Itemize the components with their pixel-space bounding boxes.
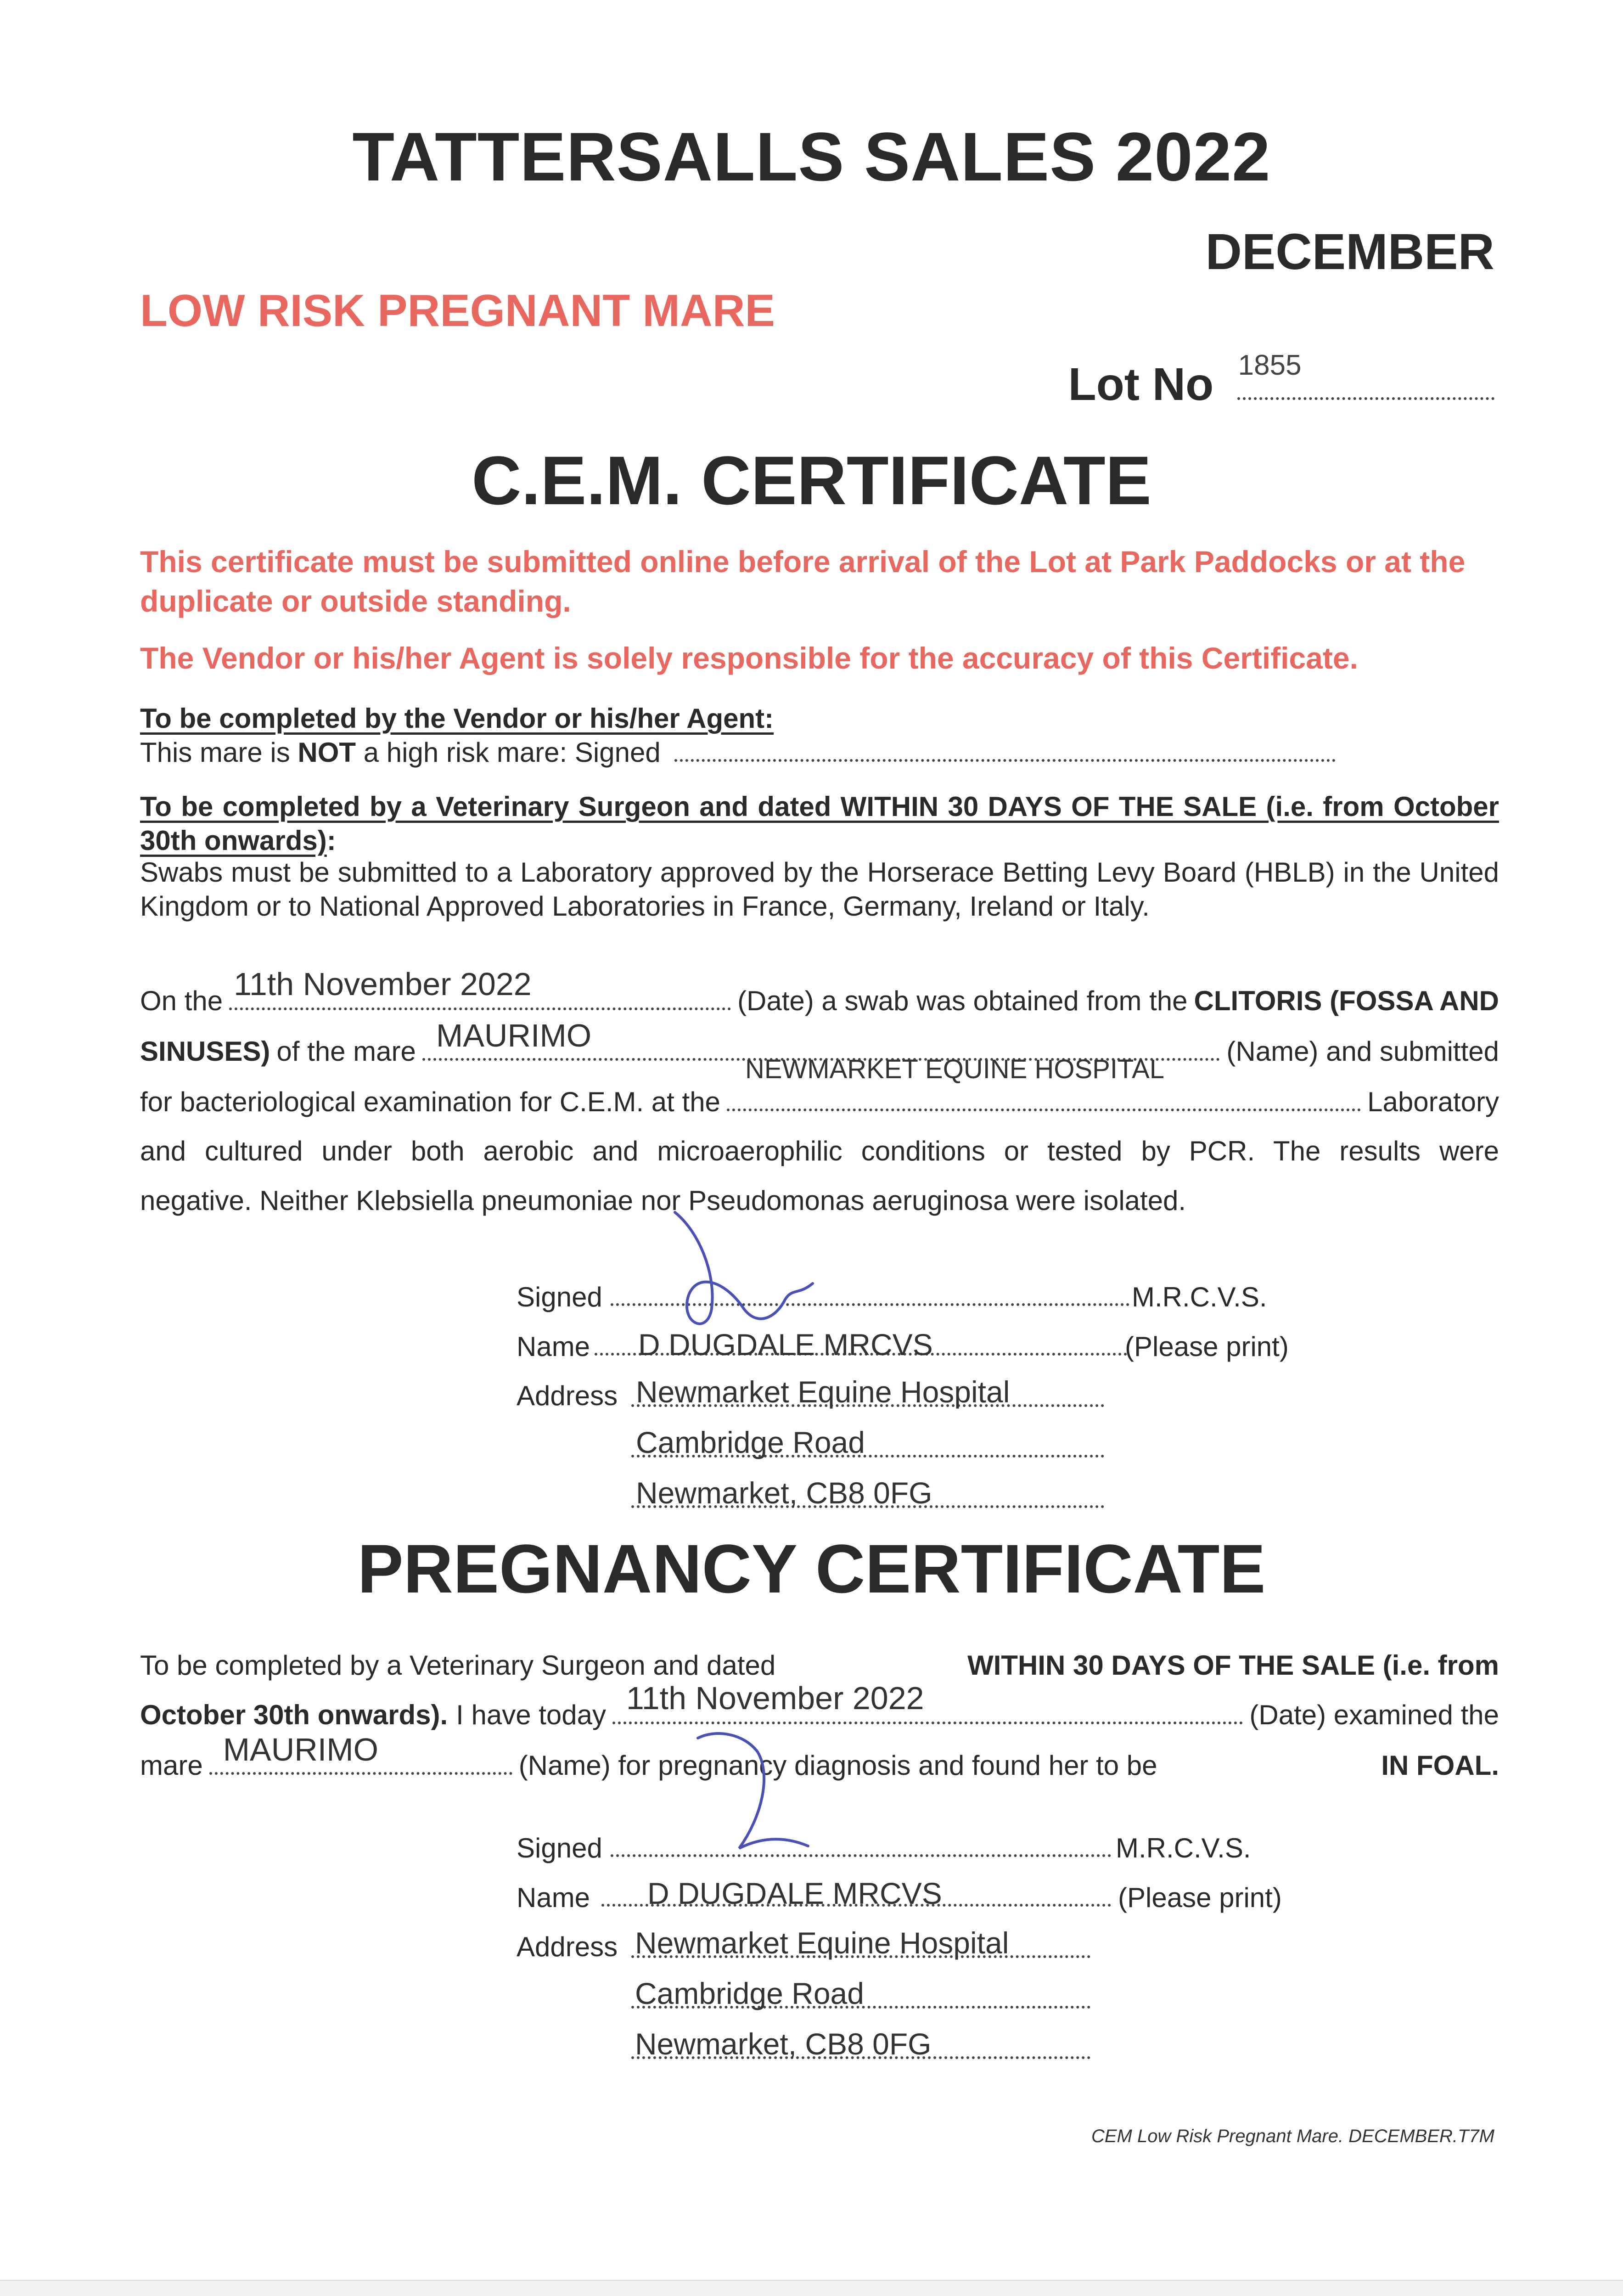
cem-please-print: (Please print)	[1125, 1331, 1289, 1362]
preg-address-line-2: Cambridge Road	[635, 1976, 864, 2010]
cem-vet-signature-block	[517, 1281, 1343, 1520]
cem-mare-name-value: MAURIMO	[436, 1018, 592, 1053]
preg-mrcvs-label: M.R.C.V.S.	[1116, 1833, 1251, 1863]
lot-label: Lot No	[1068, 359, 1214, 410]
vendor-section-heading: To be completed by the Vendor or his/her Agent:	[140, 703, 774, 734]
vet-section-heading	[140, 790, 1499, 858]
vendor-declaration	[140, 736, 1336, 770]
vendor-line-signed: a high risk mare: Signed	[356, 737, 661, 768]
cem-vet-name-value: D DUGDALE MRCVS	[638, 1328, 933, 1362]
preg-in-foal-text: IN FOAL.	[1381, 1750, 1499, 1781]
vet-heading-colon: :	[326, 825, 336, 856]
cem-address-line-3: Newmarket, CB8 0FG	[636, 1476, 932, 1510]
laboratory-suffix-text: Laboratory	[1367, 1086, 1499, 1117]
laboratory-value: NEWMARKET EQUINE HOSPITAL	[745, 1054, 1165, 1084]
cem-para-line-3	[140, 1054, 1499, 1118]
vet-heading-text: To be completed by a Veterinary Surgeon and dated WITHIN 30 DAYS OF THE SALE (i.e. from October 30th onwards)	[140, 791, 1499, 856]
preg-date-value: 11th November 2022	[626, 1680, 924, 1716]
submission-notice: This certificate must be submitted online before arrival of the Lot at Park Paddocks or at the duplicate or outside standing.	[140, 545, 1466, 618]
preg-examined-text: (Date) examined the	[1249, 1699, 1499, 1730]
preg-have-today-text: I have today	[456, 1699, 607, 1730]
responsibility-notice: The Vendor or his/her Agent is solely responsible for the accuracy of this Certificate.	[140, 641, 1358, 675]
name-suffix-text: (Name) and submitted	[1226, 1036, 1499, 1067]
preg-address-line-3: Newmarket, CB8 0FG	[635, 2027, 932, 2061]
preg-mare-name-value: MAURIMO	[223, 1732, 379, 1767]
preg-signature-field[interactable]	[611, 1854, 1111, 1857]
preg-october-text: October 30th onwards).	[140, 1699, 448, 1730]
certificate-category: LOW RISK PREGNANT MARE	[140, 285, 775, 336]
preg-address-label: Address	[517, 1931, 618, 1962]
cem-signed-label: Signed	[517, 1282, 602, 1312]
preg-within-text: WITHIN 30 DAYS OF THE SALE (i.e. from	[967, 1650, 1499, 1681]
lot-number-row	[1068, 349, 1494, 411]
sale-month: DECEMBER	[1205, 224, 1494, 280]
cem-para-line-4: and cultured under both aerobic and microaerophilic conditions or tested by PCR. The results were	[140, 1136, 1499, 1166]
form-reference-footer: CEM Low Risk Pregnant Mare. DECEMBER.T7M	[1091, 2126, 1494, 2146]
preg-vet-name-value: D DUGDALE MRCVS	[647, 1876, 942, 1910]
lot-dotted-line	[1237, 397, 1494, 400]
cem-para-line-5: negative. Neither Klebsiella pneumoniae nor Pseudomonas aeruginosa were isolated.	[140, 1185, 1186, 1216]
preg-address-line-1: Newmarket Equine Hospital	[635, 1926, 1009, 1960]
preg-intro-text: To be completed by a Veterinary Surgeon and dated	[140, 1650, 776, 1681]
preg-signed-label: Signed	[517, 1833, 602, 1863]
preg-para-line-1	[140, 1649, 1499, 1681]
laboratory-field[interactable]	[727, 1054, 1361, 1118]
cem-name-label: Name	[517, 1331, 590, 1362]
sinuses-text: SINUSES)	[140, 1036, 270, 1067]
cem-date-value: 11th November 2022	[234, 966, 532, 1002]
bacteriological-text: for bacteriological examination for C.E.M. at the	[140, 1086, 720, 1117]
document-title: TATTERSALLS SALES 2022	[352, 118, 1271, 195]
preg-mare-name-field[interactable]	[209, 1732, 512, 1781]
cem-certificate-title: C.E.M. CERTIFICATE	[472, 442, 1151, 519]
date-suffix-text: (Date) a swab was obtained from the	[737, 985, 1188, 1016]
cem-handwritten-signature	[661, 1203, 854, 1341]
cem-address-line-1: Newmarket Equine Hospital	[636, 1375, 1010, 1409]
on-the-text: On the	[140, 985, 223, 1016]
preg-diagnosis-text: (Name) for pregnancy diagnosis and found her to be	[518, 1750, 1157, 1781]
vendor-line-not: NOT	[298, 737, 356, 768]
vendor-signature-field[interactable]	[674, 759, 1336, 762]
preg-name-label: Name	[517, 1882, 590, 1913]
preg-please-print: (Please print)	[1118, 1882, 1282, 1913]
cem-address-label: Address	[517, 1380, 618, 1411]
pregnancy-certificate-title: PREGNANCY CERTIFICATE	[357, 1530, 1266, 1607]
preg-handwritten-signature	[689, 1724, 854, 1862]
of-the-mare-text: of the mare	[276, 1036, 416, 1067]
vendor-line-text: This mare is	[140, 737, 298, 768]
preg-mare-text: mare	[140, 1750, 203, 1781]
scan-bottom-edge	[0, 2280, 1623, 2296]
cem-para-line-1	[140, 966, 1499, 1017]
cem-address-line-2: Cambridge Road	[636, 1425, 865, 1459]
lot-number[interactable]: 1855	[1238, 349, 1302, 381]
cem-mrcvs-label: M.R.C.V.S.	[1132, 1282, 1267, 1312]
swab-site-text: CLITORIS (FOSSA AND	[1194, 985, 1499, 1016]
laboratory-requirements: Swabs must be submitted to a Laboratory approved by the Horserace Betting Levy Board (HBLB) in the United Kingdom or to National Approved Laboratories in France, Germany, Ireland or Italy.	[140, 857, 1499, 922]
preg-vet-signature-block	[517, 1832, 1343, 2071]
cem-date-field[interactable]	[229, 966, 731, 1017]
